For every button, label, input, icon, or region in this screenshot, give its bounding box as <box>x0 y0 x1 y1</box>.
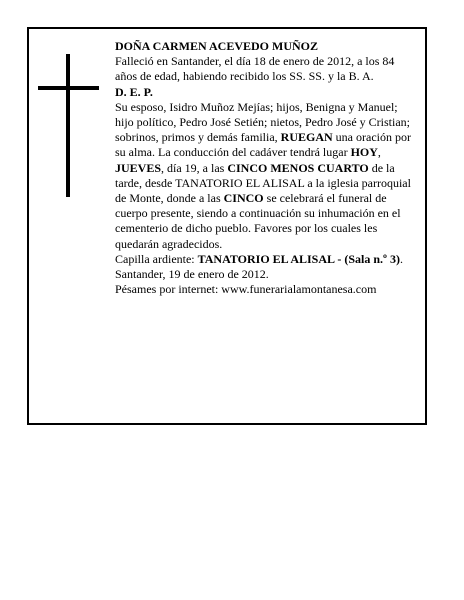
obituary-text <box>115 39 415 297</box>
funeral-hour: CINCO <box>223 191 264 206</box>
procession-text: de la tarde, desde TANATORIO EL ALISAL a la iglesia parroquial de Monte, donde a las <box>115 160 411 206</box>
funeral-time: CINCO MENOS CUARTO <box>227 160 369 175</box>
hoy-word: HOY <box>350 145 378 160</box>
cross-icon-bar <box>38 86 99 90</box>
funeral-paragraph <box>115 100 415 252</box>
day-text: , día 19, a las <box>161 160 228 175</box>
prayer-text: una oración por su alma. La conducción del cadáver tendrá lugar <box>115 130 411 160</box>
death-announcement: Falleció en Santander, el día 18 de enero de 2012, a los 84 años de edad, habiendo recibido los SS. SS. y la B. A. <box>115 54 395 84</box>
deceased-name: DOÑA CARMEN ACEVEDO MUÑOZ <box>115 39 319 53</box>
chapel-line <box>115 252 415 267</box>
chapel-label: Capilla ardiente: <box>115 251 198 266</box>
ruegan-word: RUEGAN <box>280 130 333 145</box>
chapel-end: . <box>400 251 403 266</box>
comma-separator: , <box>377 145 381 160</box>
date-line: Santander, 19 de enero de 2012. <box>115 267 269 282</box>
burial-text: se celebrará el funeral de cuerpo presente, siendo a continuación su inhumación en el cementerio de dicho pueblo. Favores por los cuales les quedarán agradecidos. <box>115 191 401 251</box>
cross-icon <box>66 54 70 197</box>
chapel-location: TANATORIO EL ALISAL - (Sala n.º 3) <box>197 251 400 266</box>
obituary-notice <box>27 27 427 425</box>
rip-abbreviation: D. E. P. <box>115 84 153 99</box>
condolences-line: Pésames por internet: www.funerarialamontanesa.com <box>115 282 377 297</box>
jueves-word: JUEVES <box>115 160 162 175</box>
family-members: Su esposo, Isidro Muñoz Mejías; hijos, Benigna y Manuel; hijo político, Pedro José Setién; nietos, Pedro José y Cristian; sobrinos, primos y demás familia, <box>115 99 410 145</box>
